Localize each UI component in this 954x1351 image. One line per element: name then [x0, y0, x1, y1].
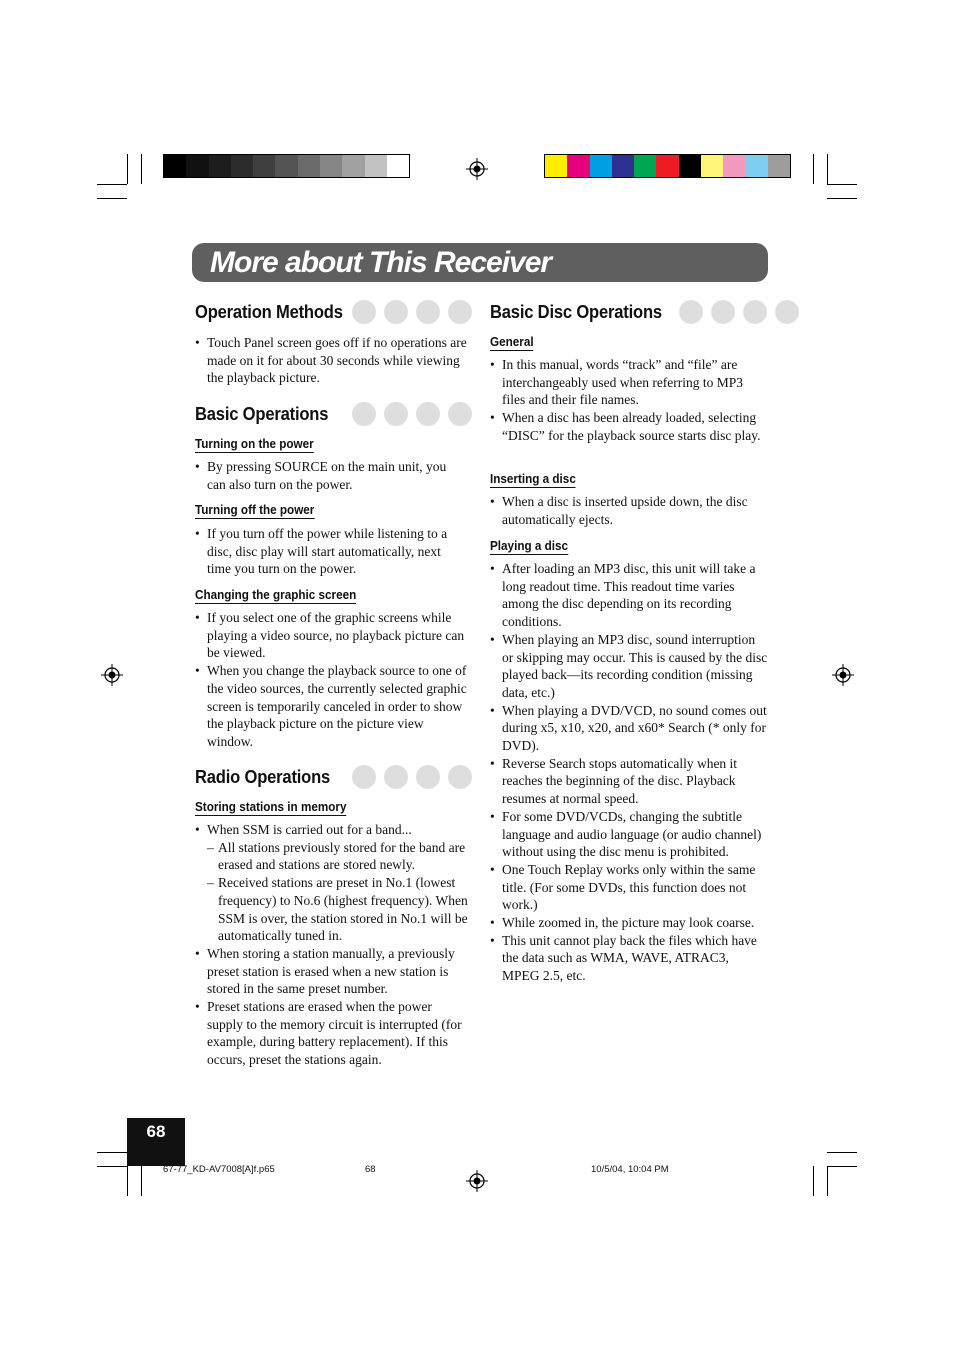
power-off-list — [195, 525, 467, 578]
registration-mark-icon — [466, 1170, 488, 1192]
list-item: • When a disc has been already loaded, selecting “DISC” for the playback source starts disc play. — [490, 409, 765, 444]
power-on-list — [195, 458, 467, 493]
subheading-playing-disc: Playing a disc — [490, 538, 569, 553]
registration-mark-icon — [832, 664, 854, 686]
section-title: Radio Operations — [195, 766, 331, 787]
basic-disc-operations-heading — [490, 300, 677, 324]
section-title: Operation Methods — [195, 301, 343, 322]
subheading-inserting-disc: Inserting a disc — [490, 471, 576, 486]
color-calibration-bar — [544, 154, 791, 178]
list-item: • When playing an MP3 disc, sound interruption or skipping may occur. This is caused by the disc played back—its recording condition (missing data, etc.) — [490, 631, 769, 702]
subheading-power-on: Turning on the power — [195, 436, 314, 451]
section-title: Basic Disc Operations — [490, 301, 662, 322]
color-swatch — [701, 155, 723, 177]
color-swatch — [545, 155, 567, 177]
subheading-graphic-screen: Changing the graphic screen — [195, 587, 357, 602]
color-swatch — [253, 155, 275, 177]
color-swatch — [275, 155, 297, 177]
graphic-screen-list — [195, 609, 470, 751]
list-item: • When playing a DVD/VCD, no sound comes out during x5, x10, x20, and x60* Search (* only for DVD). — [490, 702, 769, 755]
footer-file-name: 67-77_KD-AV7008[A]f.p65 — [163, 1164, 275, 1175]
list-item: • After loading an MP3 disc, this unit will take a long readout time. This readout time varies among the disc depending on its recording conditions. — [490, 560, 769, 631]
list-subitem: – Received stations are preset in No.1 (lowest frequency) to No.6 (highest frequency). When SSM is over, the station stored in No.1 will be automatically tuned in. — [195, 874, 471, 945]
list-item: • For some DVD/VCDs, changing the subtitle language and audio language (or audio channel) without using the disc menu is prohibited. — [490, 808, 769, 861]
color-swatch — [612, 155, 634, 177]
list-item: • When a disc is inserted upside down, the disc automatically ejects. — [490, 493, 768, 528]
list-subitem: – All stations previously stored for the band are erased and stations are stored newly. — [195, 839, 471, 874]
title-banner — [192, 243, 768, 282]
grayscale-calibration-bar — [163, 154, 410, 178]
list-item: • Preset stations are erased when the power supply to the memory circuit is interrupted (for example, during battery replacement). If this occurs, preset the stations again. — [195, 998, 471, 1069]
color-swatch — [387, 155, 409, 177]
list-item: • When you change the playback source to one of the video sources, the currently selected graphic screen is temporarily canceled in order to show the playback picture on the picture view window. — [195, 662, 470, 751]
list-item: • If you select one of the graphic screens while playing a video source, no playback picture can be viewed. — [195, 609, 470, 662]
footer-date: 10/5/04, 10:04 PM — [591, 1164, 669, 1175]
color-swatch — [768, 155, 790, 177]
color-swatch — [209, 155, 231, 177]
list-item: • This unit cannot play back the files which have the data such as WMA, WAVE, ATRAC3, MPEG 2.5, etc. — [490, 932, 769, 985]
footer-page: 68 — [365, 1164, 376, 1175]
operation-methods-list — [195, 334, 467, 387]
playing-disc-list — [490, 560, 769, 985]
color-swatch — [298, 155, 320, 177]
section-title: Basic Operations — [195, 403, 329, 424]
basic-operations-heading — [195, 402, 340, 426]
color-swatch — [746, 155, 768, 177]
list-item: • When SSM is carried out for a band... — [195, 821, 471, 839]
list-item: • By pressing SOURCE on the main unit, you can also turn on the power. — [195, 458, 467, 493]
color-swatch — [320, 155, 342, 177]
list-item: • One Touch Replay works only within the same title. (For some DVDs, this function does not work.) — [490, 861, 769, 914]
color-swatch — [365, 155, 387, 177]
color-swatch — [679, 155, 701, 177]
decorative-circles — [352, 765, 472, 789]
color-swatch — [634, 155, 656, 177]
color-swatch — [342, 155, 364, 177]
subheading-storing-stations: Storing stations in memory — [195, 799, 347, 814]
color-swatch — [723, 155, 745, 177]
color-swatch — [567, 155, 589, 177]
decorative-circles — [352, 300, 472, 324]
subheading-general: General — [490, 334, 534, 349]
operation-methods-heading — [195, 300, 356, 324]
registration-mark-icon — [466, 158, 488, 180]
inserting-disc-list — [490, 493, 768, 528]
page-title: More about This Receiver — [210, 246, 552, 279]
list-item: • If you turn off the power while listening to a disc, disc play will start automatically, next time you turn on the power. — [195, 525, 467, 578]
general-list — [490, 356, 765, 445]
color-swatch — [186, 155, 208, 177]
page-number-box — [127, 1118, 185, 1166]
list-item: • When storing a station manually, a previously preset station is erased when a new station is stored in the same preset number. — [195, 945, 471, 998]
color-swatch — [164, 155, 186, 177]
list-item: • Reverse Search stops automatically when it reaches the beginning of the disc. Playback resumes at normal speed. — [490, 755, 769, 808]
color-swatch — [231, 155, 253, 177]
decorative-circles — [352, 402, 472, 426]
list-item: • In this manual, words “track” and “file” are interchangeably used when referring to MP3 files and their file names. — [490, 356, 765, 409]
page-number: 68 — [146, 1122, 166, 1141]
registration-mark-icon — [101, 664, 123, 686]
list-item: • Touch Panel screen goes off if no operations are made on it for about 30 seconds while viewing the playback picture. — [195, 334, 467, 387]
list-item: • While zoomed in, the picture may look coarse. — [490, 914, 769, 932]
color-swatch — [590, 155, 612, 177]
decorative-circles — [679, 300, 799, 324]
color-swatch — [656, 155, 678, 177]
storing-stations-list — [195, 821, 471, 1069]
subheading-power-off: Turning off the power — [195, 502, 315, 517]
radio-operations-heading — [195, 765, 342, 789]
